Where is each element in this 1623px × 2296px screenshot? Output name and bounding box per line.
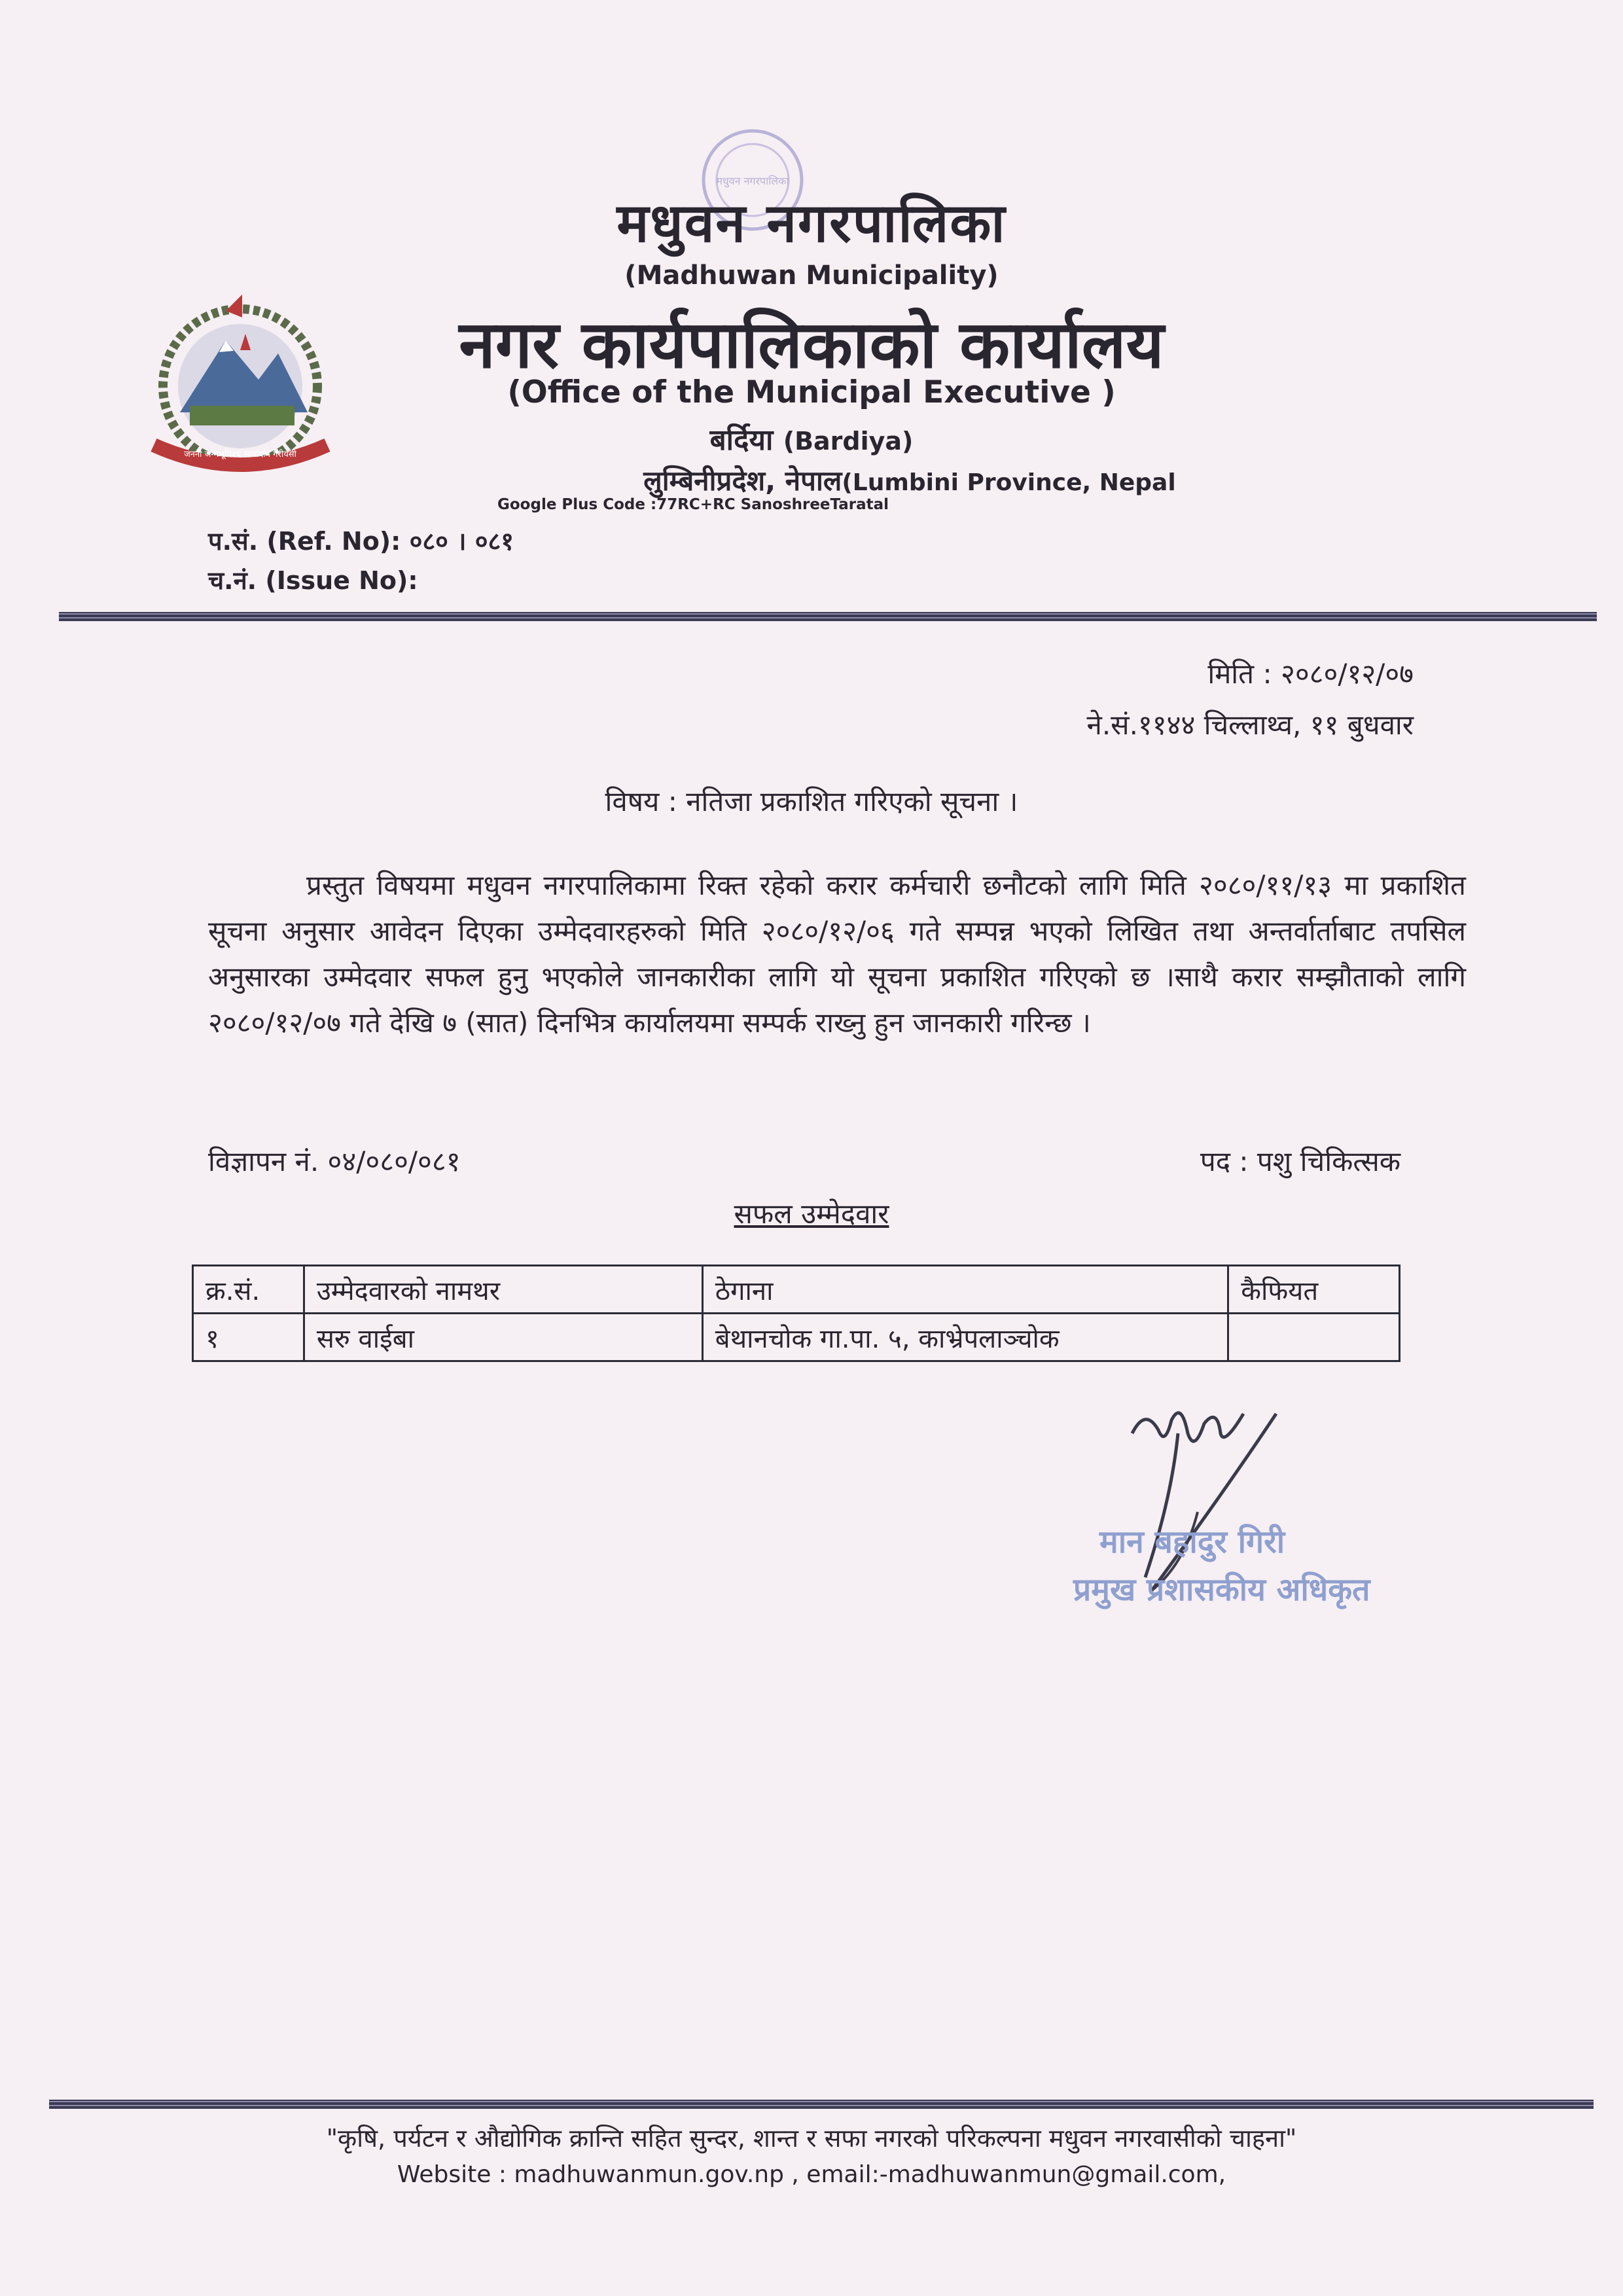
header-divider: [59, 612, 1597, 621]
ref-value: ०८० । ०८१: [409, 527, 514, 556]
signatory-name: मान बहादुर गिरी: [1099, 1524, 1285, 1560]
ref-number-line: [208, 524, 514, 558]
col-address: ठेगाना: [702, 1266, 1228, 1314]
district-english: (Bardiya): [783, 427, 914, 456]
issue-number-line: [208, 563, 418, 597]
post-name: पद : पशु चिकित्सक: [1200, 1145, 1400, 1177]
ref-label: प.सं. (Ref. No):: [208, 527, 401, 556]
cell-address: बेथानचोक गा.पा. ५, काभ्रेपलाञ्चोक: [702, 1314, 1228, 1361]
advertisement-number: विज्ञापन नं. ०४/०८०/०८१: [208, 1145, 461, 1177]
date-line: मिति : २०८०/१२/०७: [1207, 658, 1414, 690]
col-name: उम्मेदवारको नामथर: [304, 1266, 702, 1314]
municipality-name-english: (Madhuwan Municipality): [624, 260, 999, 291]
footer-slogan: "कृषि, पर्यटन र औद्योगिक क्रान्ति सहित सुन्दर, शान्त र सफा नगरको परिकल्पना मधुवन नगरवासीको चाहना": [326, 2124, 1297, 2153]
province-line: [353, 461, 1466, 499]
office-name-nepali: नगर कार्यपालिकाको कार्यालय: [459, 306, 1164, 383]
table-header-row: [193, 1266, 1400, 1314]
nepal-sambat-date: ने.सं.११४४ चिल्लाथ्व, ११ बुधवार: [1086, 709, 1414, 741]
notice-body: प्रस्तुत विषयमा मधुवन नगरपालिकामा रिक्त रहेको करार कर्मचारी छनौटको लागि मिति २०८०/११/१३ मा प्रकाशित सूचना अनुसार आवेदन दिएका उम्मेदवारहरुको मिति २०८०/१२/०६ गते सम्पन्न भएको लिखित तथा अन्तर्वार्ताबाट तपसिल अनुसारका उम्मेदवार सफल हुनु भएकोले जानकारीका लागि यो सूचना प्रकाशित गरिएको छ ।साथै करार सम्झौताको लागि २०८०/१२/०७ गते देखि ७ (सात) दिनभित्र कार्यालयमा सम्पर्क राख्नु हुन जानकारी गरिन्छ ।: [208, 869, 1466, 1039]
municipality-name-nepali: मधुवन नगरपालिका: [616, 192, 1007, 255]
table-row: [193, 1314, 1400, 1361]
candidate-table: [192, 1265, 1400, 1362]
province-nepali: लुम्बिनीप्रदेश, नेपाल: [643, 465, 842, 497]
cell-serial: १: [193, 1314, 304, 1361]
issue-label: च.नं. (Issue No):: [208, 566, 418, 595]
province-english: (Lumbini Province, Nepal: [842, 469, 1176, 496]
footer-contact: Website : madhuwanmun.gov.np , email:-madhuwanmun@gmail.com,: [397, 2161, 1226, 2188]
district-line: [0, 419, 1623, 458]
subject-line: विषय : नतिजा प्रकाशित गरिएको सूचना ।: [605, 785, 1018, 817]
footer-divider: [49, 2100, 1594, 2109]
successful-candidate-heading: सफल उम्मेदवार: [734, 1198, 889, 1230]
office-name-english: (Office of the Municipal Executive ): [507, 374, 1116, 410]
signatory-title: प्रमुख प्रशासकीय अधिकृत: [1073, 1571, 1370, 1608]
col-serial: क्र.सं.: [193, 1266, 304, 1314]
col-remarks: कैफियत: [1228, 1266, 1400, 1314]
cell-name: सरु वाईबा: [304, 1314, 702, 1361]
stamp-text: मधुवन नगरपालिका: [716, 175, 789, 187]
plus-code: Google Plus Code :77RC+RC SanoshreeTaratal: [497, 496, 889, 513]
emblem-caption: जननी जन्मभूमिश्च स्वर्गादपि गरीयसी: [184, 450, 296, 459]
district-nepali: बर्दिया: [709, 423, 774, 457]
cell-remarks: [1228, 1314, 1400, 1361]
